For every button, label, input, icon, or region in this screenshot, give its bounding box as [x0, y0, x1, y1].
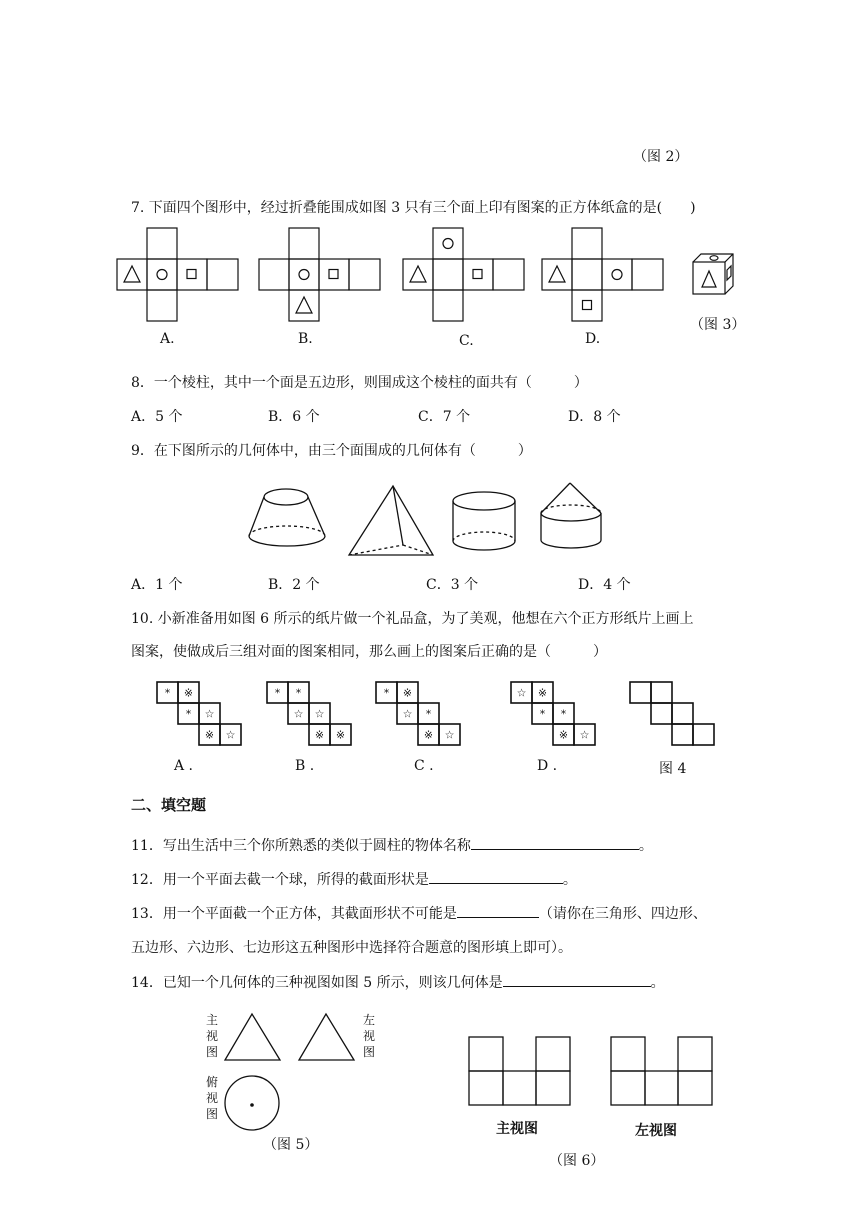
question-7: 7. 下面四个图形中，经过折叠能围成如图 3 只有三个面上印有图案的正方体纸盒的是( )	[131, 200, 696, 216]
q7-label-d: D.	[585, 331, 601, 347]
q13-tail: （请你在三角形、四边形、	[538, 906, 707, 922]
q10-label-c: C .	[414, 758, 434, 774]
fig5-caption: （图 5）	[263, 1137, 319, 1153]
net-cell-symbol: ※	[204, 728, 215, 742]
q9-option-d: D．4 个	[578, 577, 631, 593]
q7-label-c: C.	[459, 333, 474, 349]
q7-label-b: B.	[298, 331, 313, 347]
fig6-left-view	[610, 1036, 714, 1108]
net-cell-symbol: *	[164, 686, 171, 700]
q7-label-a: A.	[160, 331, 175, 347]
q11-text: 11．写出生活中三个你所熟悉的类似于圆柱的物体名称	[131, 838, 471, 854]
question-9: 9．在下图所示的几何体中，由三个面围成的几何体有（ ）	[131, 443, 532, 459]
q7-net-d	[542, 228, 666, 321]
q14-text: 14．已知一个几何体的三种视图如图 5 所示，则该几何体是	[131, 975, 503, 991]
net-cell-symbol: *	[185, 707, 192, 721]
fig3-cube	[693, 254, 737, 298]
net-cell-symbol: ☆	[444, 728, 455, 742]
section-title: 二、填空题	[131, 796, 207, 814]
net-cell-symbol: ※	[558, 728, 569, 742]
net-cell-symbol: ☆	[204, 707, 215, 721]
q8-option-d: D．8 个	[568, 409, 621, 425]
question-8: 8．一个棱柱，其中一个面是五边形，则围成这个棱柱的面共有（ ）	[131, 375, 588, 391]
fig5-front-view-triangle	[224, 1013, 284, 1063]
q11-answer-blank[interactable]	[471, 835, 639, 850]
net-cell-symbol: ※	[335, 728, 346, 742]
net-cell-symbol: ※	[402, 686, 413, 700]
q12-text: 12．用一个平面去截一个球，所得的截面形状是	[131, 872, 429, 888]
q9-solids	[245, 483, 605, 558]
net-cell-symbol: *	[295, 686, 302, 700]
question-13	[131, 903, 707, 923]
q14-end: 。	[650, 975, 665, 991]
net-cell-symbol: ☆	[314, 707, 325, 721]
q10-label-b: B .	[295, 758, 315, 774]
net-cell-symbol: *	[274, 686, 281, 700]
net-cell-symbol: ☆	[225, 728, 236, 742]
fig4-caption: 图 4	[659, 761, 687, 777]
fig6-caption: （图 6）	[549, 1153, 605, 1169]
question-10-line1: 10. 小新准备用如图 6 所示的纸片做一个礼品盒，为了美观，他想在六个正方形纸片上画上	[131, 611, 694, 627]
q8-option-b: B．6 个	[268, 409, 320, 425]
fig6-left-view-label: 左视图	[635, 1123, 677, 1139]
q10-net-b	[267, 682, 357, 752]
q7-net-b	[259, 228, 383, 321]
net-cell-symbol: ※	[537, 686, 548, 700]
q8-option-c: C．7 个	[418, 409, 471, 425]
q10-label-d: D .	[537, 758, 558, 774]
q14-answer-blank[interactable]	[503, 972, 651, 987]
q7-net-a	[117, 228, 241, 321]
net-cell-symbol: ※	[314, 728, 325, 742]
question-11	[131, 835, 653, 855]
net-cell-symbol: *	[425, 707, 432, 721]
net-cell-symbol: ☆	[516, 686, 527, 700]
q8-option-a: A．5 个	[131, 409, 183, 425]
fig5-left-view-triangle	[298, 1013, 358, 1063]
fig6-front-view-label: 主视图	[496, 1121, 538, 1137]
q13-answer-blank[interactable]	[457, 903, 539, 918]
fig5-front-view-label: 主视图	[205, 1013, 218, 1059]
question-10-line2: 图案，使做成后三组对面的图案相同，那么画上的图案后正确的是（ ）	[131, 644, 607, 660]
fig3-caption: （图 3）	[690, 317, 746, 333]
q9-option-c: C．3 个	[426, 577, 479, 593]
fig5-top-view-circle	[224, 1075, 282, 1133]
q10-net-a	[157, 682, 247, 752]
net-cell-symbol: *	[539, 707, 546, 721]
net-cell-symbol: ☆	[579, 728, 590, 742]
question-12	[131, 869, 577, 889]
q11-end: 。	[638, 838, 653, 854]
question-13-line2: 五边形、六边形、七边形这五种图形中选择符合题意的图形填上即可）。	[131, 940, 572, 956]
q9-option-b: B．2 个	[268, 577, 320, 593]
net-cell-symbol: *	[560, 707, 567, 721]
fig4-net	[630, 682, 720, 752]
fig5-top-view-label: 俯视图	[205, 1075, 218, 1121]
q10-net-d	[511, 682, 601, 752]
net-cell-symbol: ※	[423, 728, 434, 742]
fig5-left-view-label: 左视图	[362, 1013, 375, 1059]
net-cell-symbol: ☆	[293, 707, 304, 721]
fig6-front-view	[468, 1036, 572, 1108]
q7-net-c	[403, 228, 527, 321]
net-cell-symbol: ☆	[402, 707, 413, 721]
q9-option-a: A．1 个	[131, 577, 183, 593]
fig2-caption: （图 2）	[633, 149, 689, 165]
q12-end: 。	[562, 872, 577, 888]
net-cell-symbol: *	[383, 686, 390, 700]
question-14	[131, 972, 665, 992]
net-cell-symbol: ※	[183, 686, 194, 700]
q12-answer-blank[interactable]	[429, 869, 563, 884]
q13-text: 13．用一个平面截一个正方体，其截面形状不可能是	[131, 906, 457, 922]
q10-net-c	[376, 682, 466, 752]
q10-label-a: A .	[174, 758, 194, 774]
